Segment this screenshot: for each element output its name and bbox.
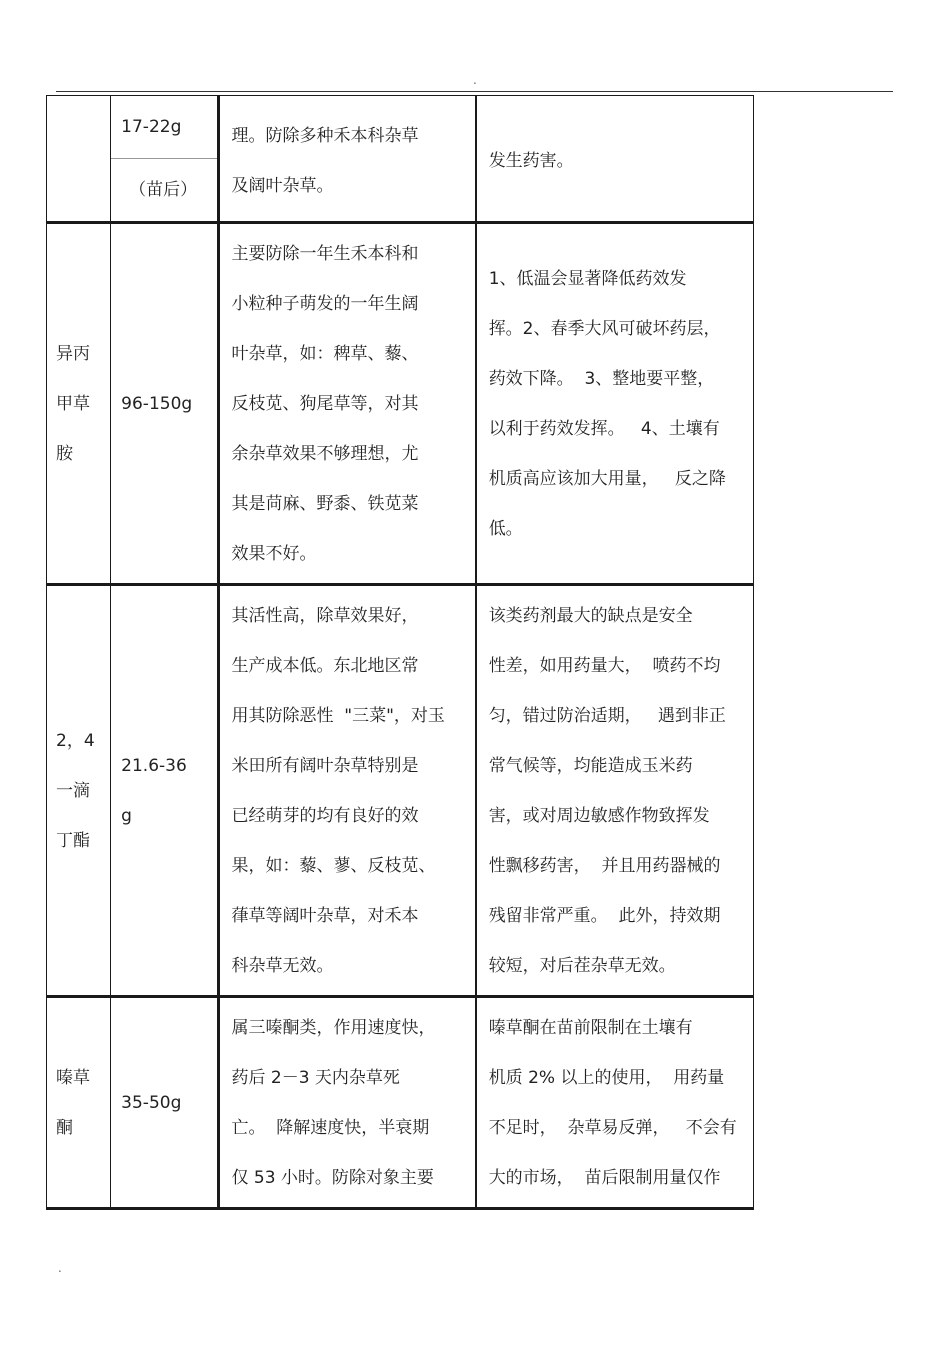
footer-dot: . (58, 1261, 62, 1275)
notes-line: 匀，错过防治适期， 遇到非正 (488, 705, 726, 726)
herbicide-name-line: 胺 (56, 443, 73, 464)
notes-cell (476, 96, 754, 223)
notes-cell (476, 997, 754, 1209)
features-line: 米田所有阔叶杂草特别是 (231, 755, 419, 776)
notes-line: 嗪草酮在苗前限制在土壤有 (488, 1017, 693, 1038)
herbicide-name-line: 异丙 (56, 343, 90, 364)
features-line: 其是苘麻、野黍、铁苋菜 (231, 493, 419, 514)
notes-line: 低。 (488, 518, 523, 539)
features-line: 余杂草效果不够理想，尤 (231, 443, 419, 464)
dosage-cell (111, 223, 219, 585)
dosage-text: （苗后） (129, 180, 198, 200)
herbicide-name-cell (47, 223, 111, 585)
dosage-text: g (121, 805, 132, 826)
notes-line: 较短，对后茬杂草无效。 (488, 955, 676, 976)
notes-line: 残留非常严重。 此外，持效期 (488, 905, 721, 926)
notes-line: 大的市场， 苗后限制用量仅作 (488, 1167, 721, 1188)
features-line: 科杂草无效。 (231, 955, 334, 976)
features-line: 药后 2－3 天内杂草死 (231, 1067, 400, 1088)
herbicide-table (46, 95, 754, 1210)
features-line: 理。防除多种禾本科杂草 (231, 126, 419, 146)
notes-line: 1、低温会显著降低药效发 (488, 268, 687, 289)
notes-line: 以利于药效发挥。 4、土壤有 (488, 418, 720, 439)
herbicide-name-line: 嗪草 (56, 1067, 90, 1088)
notes-line: 药效下降。 3、整地要平整， (488, 368, 715, 389)
features-line: 反枝苋、狗尾草等，对其 (231, 393, 419, 414)
herbicide-name-cell (47, 585, 111, 997)
table-row (47, 585, 754, 997)
notes-line: 性差，如用药量大， 喷药不均 (488, 655, 721, 676)
features-line: 果，如：藜、蓼、反枝苋、 (231, 855, 436, 876)
features-cell (219, 585, 476, 997)
features-line: 小粒种子萌发的一年生阔 (231, 293, 419, 314)
dosage-text: 17-22g (121, 117, 182, 137)
dosage-text: 35-50g (121, 1092, 182, 1113)
features-line: 其活性高，除草效果好， (231, 605, 419, 626)
notes-line: 常气候等，均能造成玉米药 (488, 755, 693, 776)
table-row (47, 96, 754, 223)
features-line: 用其防除恶性 "三菜"，对玉 (231, 705, 445, 726)
notes-cell (476, 585, 754, 997)
notes-line: 害，或对周边敏感作物致挥发 (488, 805, 710, 826)
notes-line: 该类药剂最大的缺点是安全 (488, 605, 693, 626)
features-line: 已经萌芽的均有良好的效 (231, 805, 419, 826)
dosage-text: 96-150g (121, 393, 193, 414)
features-line: 仅 53 小时。防除对象主要 (231, 1167, 434, 1188)
features-line: 属三嗪酮类，作用速度快， (231, 1017, 436, 1038)
features-line: 主要防除一年生禾本科和 (231, 243, 419, 264)
table-row (47, 997, 754, 1209)
herbicide-name-line: 一滴 (56, 780, 90, 801)
herbicide-name-line: 丁酯 (56, 830, 90, 851)
notes-line: 机质高应该加大用量， 反之降 (488, 468, 726, 489)
dosage-text: 21.6-36 (121, 755, 187, 776)
features-line: 亡。 降解速度快，半衰期 (231, 1117, 430, 1138)
features-line: 生产成本低。东北地区常 (231, 655, 419, 676)
notes-line: 发生药害。 (488, 151, 574, 171)
features-line: 及阔叶杂草。 (231, 176, 334, 196)
notes-line: 不足时， 杂草易反弹， 不会有 (488, 1117, 737, 1138)
features-cell (219, 96, 476, 223)
dosage-cell (111, 585, 219, 997)
notes-cell (476, 223, 754, 585)
features-line: 叶杂草，如：稗草、藜、 (231, 343, 419, 364)
features-cell (219, 223, 476, 585)
header-dot: . (473, 73, 477, 87)
table-row (47, 223, 754, 585)
notes-line: 挥。2、春季大风可破坏药层， (488, 318, 721, 339)
features-cell (219, 997, 476, 1209)
notes-line: 性飘移药害， 并且用药器械的 (488, 855, 721, 876)
dosage-cell (111, 997, 219, 1209)
header-rule (56, 91, 893, 92)
herbicide-name-cell (47, 96, 111, 223)
herbicide-name-cell (47, 997, 111, 1209)
herbicide-name-line: 酮 (56, 1117, 73, 1138)
dosage-cell (111, 96, 219, 223)
notes-line: 机质 2% 以上的使用， 用药量 (488, 1067, 725, 1088)
features-line: 效果不好。 (231, 543, 317, 564)
herbicide-name-line: 2，4 (56, 730, 95, 751)
features-line: 葎草等阔叶杂草，对禾本 (231, 905, 419, 926)
herbicide-name-line: 甲草 (56, 393, 90, 414)
